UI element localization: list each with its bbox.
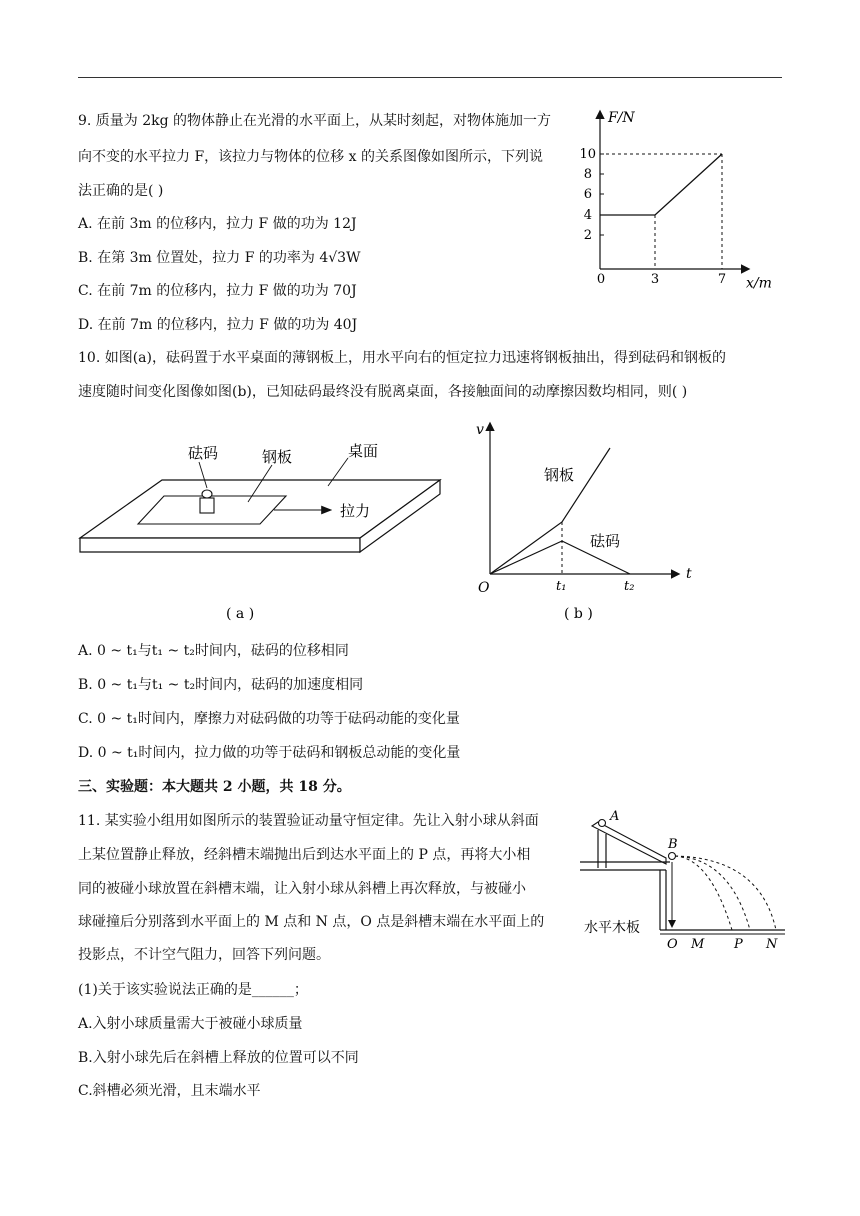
q11-stem-line-5: 投影点，不计空气阻力，回答下列问题。 bbox=[78, 947, 330, 963]
q9-option-c: C. 在前 7m 的位移内，拉力 F 做的功为 70J bbox=[78, 283, 357, 299]
caption-b: ( b ) bbox=[564, 606, 593, 622]
caption-a: ( a ) bbox=[226, 606, 255, 622]
q9-option-d: D. 在前 7m 的位移内，拉力 F 做的功为 40J bbox=[78, 317, 358, 333]
q11-stem-line-3: 同的被碰小球放置在斜槽末端，让入射小球从斜槽上再次释放，与被碰小 bbox=[78, 881, 526, 897]
q9-xtick-7: 7 bbox=[717, 271, 727, 287]
q9-ytick-2: 2 bbox=[583, 228, 592, 243]
q10-stem-line-2: 速度随时间变化图像如图(b)，已知砝码最终没有脱离桌面，各接触面间的动摩擦因数均相同，则( ) bbox=[78, 384, 688, 400]
q10-figure-a bbox=[78, 430, 448, 630]
t2-label: t₂ bbox=[624, 579, 635, 594]
q9-ytick-4: 4 bbox=[583, 208, 592, 223]
q9-option-b: B. 在第 3m 位置处，拉力 F 的功率为 4√3W bbox=[78, 250, 361, 266]
q11-stem-line-1: 11. 某实验小组用如图所示的装置验证动量守恒定律。先让入射小球从斜面 bbox=[78, 813, 539, 829]
q9-force-displacement-graph bbox=[579, 106, 790, 292]
v-axis-label: v bbox=[476, 422, 484, 438]
q9-ytick-8: 8 bbox=[583, 167, 592, 182]
t-axis-label: t bbox=[686, 566, 692, 582]
section-3-heading: 三、实验题：本大题共 2 小题，共 18 分。 bbox=[78, 779, 351, 795]
q10-figure-b-velocity-time-graph bbox=[468, 418, 703, 628]
label-m: M bbox=[691, 937, 705, 952]
label-desk: 桌面 bbox=[348, 442, 379, 460]
q9-stem-line-2: 向不变的水平拉力 F，该拉力与物体的位移 x 的关系图像如图所示，下列说 bbox=[78, 149, 543, 165]
q9-stem-line-1: 9. 质量为 2kg 的物体静止在光滑的水平面上，从某时刻起，对物体施加一方 bbox=[78, 113, 552, 129]
q11-stem-line-2: 上某位置静止释放，经斜槽末端抛出后到达水平面上的 P 点，再将大小相 bbox=[78, 847, 531, 863]
label-n: N bbox=[766, 937, 778, 952]
label-steel-plate: 钢板 bbox=[262, 448, 293, 466]
label-pull-force: 拉力 bbox=[340, 502, 371, 520]
label-horizontal-board: 水平木板 bbox=[584, 920, 640, 936]
origin-label: O bbox=[478, 580, 490, 596]
q10-option-a: A. 0 ~ t₁与t₁ ~ t₂时间内，砝码的位移相同 bbox=[78, 643, 349, 659]
weight-block bbox=[200, 498, 214, 513]
q9-force-curve bbox=[600, 154, 722, 215]
label-b: B bbox=[668, 837, 678, 852]
q11-choice-a: A.入射小球质量需大于被碰小球质量 bbox=[78, 1016, 303, 1032]
ball-a bbox=[599, 820, 606, 827]
q10-option-d: D. 0 ~ t₁时间内，拉力做的功等于砝码和钢板总动能的变化量 bbox=[78, 745, 461, 761]
label-weight: 砝码 bbox=[188, 444, 219, 462]
q10-option-c: C. 0 ~ t₁时间内，摩擦力对砝码做的功等于砝码动能的变化量 bbox=[78, 711, 460, 727]
curve-label-weight: 砝码 bbox=[590, 532, 621, 550]
t1-label: t₁ bbox=[556, 579, 567, 594]
q11-stem-line-4: 球碰撞后分别落到水平面上的 M 点和 N 点，O 点是斜槽末端在水平面上的 bbox=[78, 914, 545, 930]
desk-front bbox=[80, 538, 360, 552]
q9-x-label: x/m bbox=[746, 275, 772, 292]
q9-xtick-0: 0 bbox=[596, 271, 606, 287]
q10-stem-line-1: 10. 如图(a)，砝码置于水平桌面的薄钢板上，用水平向右的恒定拉力迅速将钢板抽出，得到砝码和钢板的 bbox=[78, 350, 726, 366]
inclined-chute bbox=[592, 822, 666, 864]
q11-choice-b: B.入射小球先后在斜槽上释放的位置可以不同 bbox=[78, 1050, 359, 1066]
q9-option-a: A. 在前 3m 的位移内，拉力 F 做的功为 12J bbox=[78, 216, 357, 232]
q10-option-b: B. 0 ~ t₁与t₁ ~ t₂时间内，砝码的加速度相同 bbox=[78, 677, 364, 693]
q9-ytick-6: 6 bbox=[583, 187, 592, 202]
header-rule bbox=[78, 77, 782, 78]
label-o: O bbox=[667, 937, 678, 952]
curve-label-steel-plate: 钢板 bbox=[544, 466, 575, 484]
q11-apparatus-figure bbox=[580, 806, 785, 956]
q9-xtick-3: 3 bbox=[650, 271, 660, 287]
label-p: P bbox=[734, 937, 743, 952]
q9-y-label: F/N bbox=[608, 110, 635, 126]
q9-ytick-10: 10 bbox=[579, 147, 596, 162]
q11-subquestion-1: (1)关于该实验说法正确的是______； bbox=[78, 982, 308, 998]
q9-stem-line-3: 法正确的是( ) bbox=[78, 183, 164, 199]
q11-choice-c: C.斜槽必须光滑，且末端水平 bbox=[78, 1083, 261, 1099]
label-a: A bbox=[610, 809, 620, 824]
ball-b bbox=[669, 853, 676, 860]
